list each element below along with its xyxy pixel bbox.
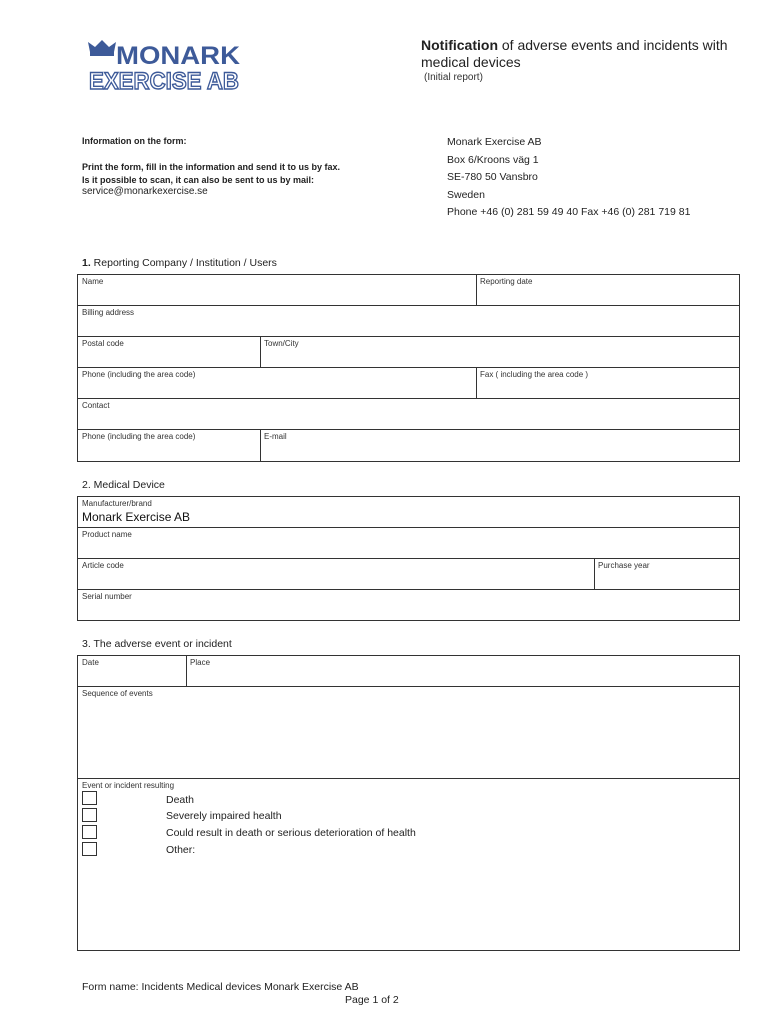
address-country: Sweden: [447, 188, 485, 201]
logo-line-2: EXERCISE AB: [89, 68, 239, 92]
event-place-field[interactable]: Place: [190, 658, 211, 667]
purchase-year-field[interactable]: Purchase year: [598, 561, 650, 570]
info-instructions: [82, 161, 412, 187]
address-company: Monark Exercise AB: [447, 136, 542, 148]
checkbox-could-result-in-death[interactable]: [82, 825, 97, 839]
info-line-2: Is it possible to scan, it can also be sent to us by mail:: [82, 175, 315, 185]
option-other-label: Other:: [166, 844, 196, 856]
reporting-date-field[interactable]: Reporting date: [480, 277, 533, 286]
checkbox-other[interactable]: [82, 842, 97, 856]
event-resulting-label: Event or incident resulting: [82, 781, 175, 790]
section-1-title-text: Reporting Company / Institution / Users: [90, 257, 277, 269]
title-rest: of adverse events and incidents with medical devices: [421, 37, 728, 70]
document-subtitle: (Initial report): [424, 72, 483, 83]
page-number: Page 1 of 2: [345, 994, 399, 1006]
product-name-field[interactable]: Product name: [82, 530, 132, 539]
serial-number-field[interactable]: Serial number: [82, 592, 132, 601]
section-3-title: 3. The adverse event or incident: [82, 638, 232, 650]
checkbox-death[interactable]: [82, 791, 97, 805]
town-city-field[interactable]: Town/City: [264, 339, 299, 348]
billing-address-field[interactable]: Billing address: [82, 308, 135, 317]
sequence-of-events-field[interactable]: Sequence of events: [82, 689, 153, 698]
title-bold: Notification: [421, 37, 498, 53]
company-address: [447, 134, 690, 222]
option-could-result-label: Could result in death or serious deterioration of health: [166, 827, 416, 839]
fax-field[interactable]: Fax ( including the area code ): [480, 370, 589, 379]
info-line-1: Print the form, fill in the information and send it to us by fax.: [82, 162, 341, 172]
crown-icon: [88, 40, 116, 56]
option-death-label: Death: [166, 794, 195, 806]
event-date-field[interactable]: Date: [82, 658, 99, 667]
section-1-title: [82, 257, 277, 269]
info-email[interactable]: service@monarkexercise.se: [82, 186, 208, 197]
logo-line-1: MONARK: [116, 42, 240, 70]
address-street: Box 6/Kroons väg 1: [447, 153, 539, 166]
footer-form-name: Form name: Incidents Medical devices Monark Exercise AB: [82, 981, 359, 993]
contact-field[interactable]: Contact: [82, 401, 110, 410]
postal-code-field[interactable]: Postal code: [82, 339, 124, 348]
phone-field[interactable]: Phone (including the area code): [82, 370, 196, 379]
email-field[interactable]: E-mail: [264, 432, 287, 441]
address-phone-fax: Phone +46 (0) 281 59 49 40 Fax +46 (0) 281 719 81: [447, 206, 691, 219]
section-2-title: 2. Medical Device: [82, 479, 165, 491]
info-label: Information on the form:: [82, 136, 187, 146]
manufacturer-label: Manufacturer/brand: [82, 499, 152, 508]
article-code-field[interactable]: Article code: [82, 561, 124, 570]
option-severely-impaired-label: Severely impaired health: [166, 810, 282, 822]
checkbox-severely-impaired-health[interactable]: [82, 808, 97, 822]
address-postal: SE-780 50 Vansbro: [447, 171, 538, 184]
section-1-number: 1.: [82, 257, 91, 269]
name-field[interactable]: Name: [82, 277, 104, 286]
monark-logo: [86, 38, 242, 92]
document-title: [421, 37, 751, 71]
contact-phone-field[interactable]: Phone (including the area code): [82, 432, 196, 441]
manufacturer-value[interactable]: Monark Exercise AB: [82, 510, 191, 524]
